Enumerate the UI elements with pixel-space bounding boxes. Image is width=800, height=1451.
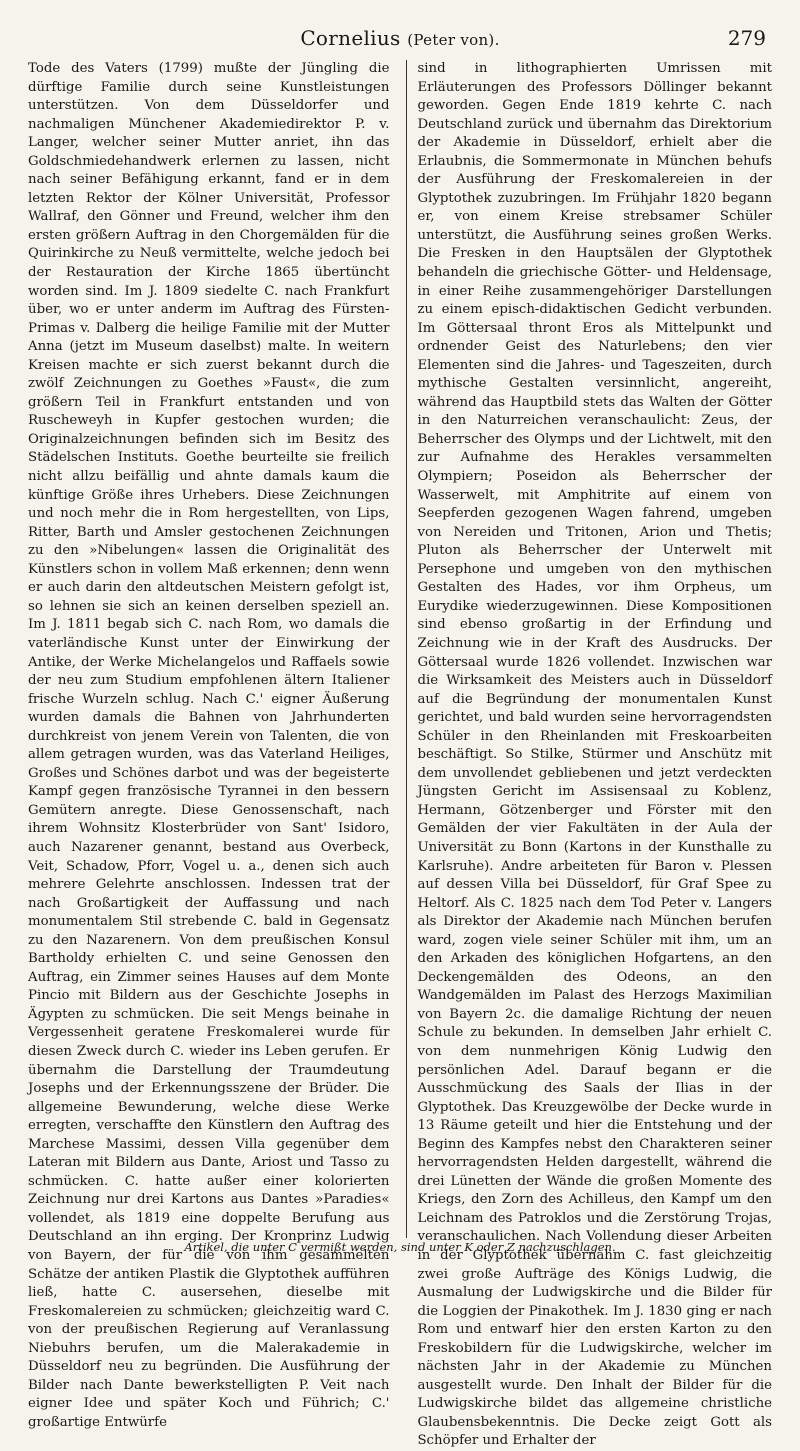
page-header: [28, 22, 772, 56]
footer-note: Artikel, die unter C vermißt werden, sind unter K oder Z nachzuschlagen.: [184, 1240, 616, 1254]
running-title-main: Cornelius: [300, 26, 401, 50]
running-title: [28, 26, 772, 50]
running-title-sub: (Peter von).: [407, 31, 500, 49]
column-left-text: Tode des Vaters (1799) mußte der Jüngling die dürftige Familie durch seine Kunstleistungen unterstützen. Von dem Düsseldorfer und nachmaligen Münchener Akademiedirektor P. v. Langer, welcher seiner Mutter anriet, ihn das Goldschmiedehandwerk erlernen zu lassen, nicht nach seiner Befähigung erkannt, fand er in dem letzten Rektor der Kölner Universität, Professor Wallraf, den Gönner und Freund, welcher ihm den ersten größern Auftrag in den Chorgemälden für die Quirinkirche zu Neuß vermittelte, welche jedoch bei der Restauration der Kirche 1865 übertüncht worden sind. Im J. 1809 siedelte C. nach Frankfurt über, wo er unter anderm im Auftrag des Fürsten-Primas v. Dalberg die heilige Familie mit der Mutter Anna (jetzt im Museum daselbst) malte. In weitern Kreisen machte er sich zuerst bekannt durch die zwölf Zeichnungen zu Goethes »Faust«, die zum größern Teil in Frankfurt entstanden und von Ruscheweyh in Kupfer gestochen wurden; die Originalzeichnungen befinden sich im Besitz des Städelschen Instituts. Goethe beurteilte sie freilich nicht allzu beifällig und ahnte damals kaum die künftige Größe ihres Urhebers. Diese Zeichnungen und noch mehr die in Rom hergestellten, von Lips, Ritter, Barth und Amsler gestochenen Zeichnungen zu den »Nibelungen« lassen die Originalität des Künstlers schon in vollem Maß erkennen; denn wenn er auch darin den altdeutschen Meistern gefolgt ist, so lehnen sie sich an keinen derselben speziell an. Im J. 1811 begab sich C. nach Rom, wo damals die vaterländische Kunst unter der Einwirkung der Antike, der Werke Michelangelos und Raffaels sowie der neu zum Studium empfohlenen ältern Italiener frische Wurzeln schlug. Nach C.' eigner Äußerung wurden damals die Bahnen von Jahrhunderten durchkreist von jenem Verein von Talenten, die von allem getragen wurden, was das Vaterland Heiliges, Großes und Schönes darbot und was der begeisterte Kampf gegen französische Tyrannei in den bessern Gemütern anregte. Diese Genossenschaft, nach ihrem Wohnsitz Klosterbrüder von Sant' Isidoro, auch Nazarener genannt, bestand aus Overbeck, Veit, Schadow, Pforr, Vogel u. a., denen sich auch mehrere Gelehrte anschlossen. Indessen trat der nach Großartigkeit der Auffassung und nach monumentalem Stil strebende C. bald in Gegensatz zu den Nazarenern. Von dem preußischen Konsul Bartholdy erhielten C. und seine Genossen den Auftrag, ein Zimmer seines Hauses auf dem Monte Pincio mit Bildern aus der Geschichte Josephs in Ägypten zu schmücken. Die seit Mengs beinahe in Vergessenheit geratene Freskomalerei wurde für diesen Zweck durch C. wieder ins Leben gerufen. Er übernahm die Darstellung der Traumdeutung Josephs und der Erkennungsszene der Brüder. Die allgemeine Bewunderung, welche diese Werke erregten, verschaffte den Künstlern den Auftrag des Marchese Massimi, dessen Villa gegenüber dem Lateran mit Bildern aus Dante, Ariost und Tasso zu schmücken. C. hatte außer einer kolorierten Zeichnung nur drei Kartons aus Dantes »Paradies« vollendet, als 1819 eine doppelte Berufung aus Deutschland an ihn erging. Der Kronprinz Ludwig von Bayern, der für die von ihm gesammelten Schätze der antiken Plastik die Glyptothek aufführen ließ, hatte C. ausersehen, dieselbe mit Freskomalereien zu schmücken; gleichzeitig ward C. von der preußischen Regierung auf Veranlassung Niebuhrs berufen, um die Malerakademie in Düsseldorf neu zu begründen. Die Ausführung der Bilder nach Dante bewerkstelligten P. Veit nach eigner Idee und später Koch und Führich; C.' großartige Entwürfe: [28, 61, 390, 1430]
column-left: [28, 60, 390, 1430]
page-number: 279: [727, 26, 766, 50]
column-right-text: sind in lithographierten Umrissen mit Erläuterungen des Professors Döllinger bekannt geworden. Gegen Ende 1819 kehrte C. nach Deutschland zurück und übernahm das Direktorium der Akademie in Düsseldorf, erhielt aber die Erlaubnis, die Sommermonate in München behufs der Ausführung der Freskomalereien in der Glyptothek zuzubringen. Im Frühjahr 1820 begann er, von einem Kreise strebsamer Schüler unterstützt, die Ausführung seines großen Werks. Die Fresken in den Hauptsälen der Glyptothek behandeln die griechische Götter- und Heldensage, in einer Reihe zusammengehöriger Darstellungen zu einem episch-didaktischen Gedicht verbunden. Im Göttersaal thront Eros als Mittelpunkt und ordnender Geist des Naturlebens; den vier Elementen sind die Jahres- und Tageszeiten, durch mythische Gestalten versinnlicht, angereiht, während das Hauptbild stets das Walten der Götter in den Naturreichen veranschaulicht: Zeus, der Beherrscher des Olymps und der Lichtwelt, mit den zur Aufnahme des Herakles versammelten Olympiern; Poseidon als Beherrscher der Wasserwelt, mit Amphitrite auf einem von Seepferden gezogenen Wagen fahrend, umgeben von Nereiden und Tritonen, Arion und Thetis; Pluton als Beherrscher der Unterwelt mit Persephone und umgeben von den mythischen Gestalten des Hades, vor ihm Orpheus, um Eurydike wiederzugewinnen. Diese Kompositionen sind ebenso großartig in der Erfindung und Zeichnung wie in der Kraft des Ausdrucks. Der Göttersaal wurde 1826 vollendet. Inzwischen war die Wirksamkeit des Meisters auch in Düsseldorf auf die Begründung der monumentalen Kunst gerichtet, und bald wurden seine hervorragendsten Schüler in den Rheinlanden mit Freskoarbeiten beschäftigt. So Stilke, Stürmer und Anschütz mit dem unvollendet gebliebenen und jetzt verdeckten Jüngsten Gericht im Assisensaal zu Koblenz, Hermann, Götzenberger und Förster mit den Gemälden der vier Fakultäten in der Aula der Universität zu Bonn (Kartons in der Kunsthalle zu Karlsruhe). Andre arbeiteten für Baron v. Plessen auf dessen Villa bei Düsseldorf, für Graf Spee zu Heltorf. Als C. 1825 nach dem Tod Peter v. Langers als Direktor der Akademie nach München berufen ward, zogen viele seiner Schüler mit ihm, um an den Arkaden des königlichen Hofgartens, an den Deckengemälden des Odeons, an den Wandgemälden im Palast des Herzogs Maximilian von Bayern 2c. die damalige Richtung der neuen Schule zu bekunden. In demselben Jahr erhielt C. von dem nunmehrigen König Ludwig den persönlichen Adel. Darauf begann er die Ausschmückung des Saals der Ilias in der Glyptothek. Das Kreuzgewölbe der Decke wurde in 13 Räume geteilt und hier die Entstehung und der Beginn des Kampfes nebst den Charakteren seiner hervorragendsten Helden dargestellt, während die drei Lünetten der Wände die großen Momente des Kriegs, den Zorn des Achilleus, den Kampf um den Leichnam des Patroklos und die Zerstörung Trojas, veranschaulichen. Nach Vollendung dieser Arbeiten in der Glyptothek übernahm C. fast gleichzeitig zwei große Aufträge des Königs Ludwig, die Ausmalung der Ludwigskirche und die Bilder für die Loggien der Pinakothek. Im J. 1830 ging er nach Rom und entwarf hier den ersten Karton zu den Freskobildern für die Ludwigskirche, welcher im nächsten Jahr in der Akademie zu München ausgestellt wurde. Den Inhalt der Bilder für die Ludwigskirche bildet das allgemeine christliche Glaubensbekenntnis. Die Decke zeigt Gott als Schöpfer und Erhalter der: [417, 61, 772, 1449]
column-right: [417, 60, 772, 1449]
column-divider: [406, 60, 407, 1238]
